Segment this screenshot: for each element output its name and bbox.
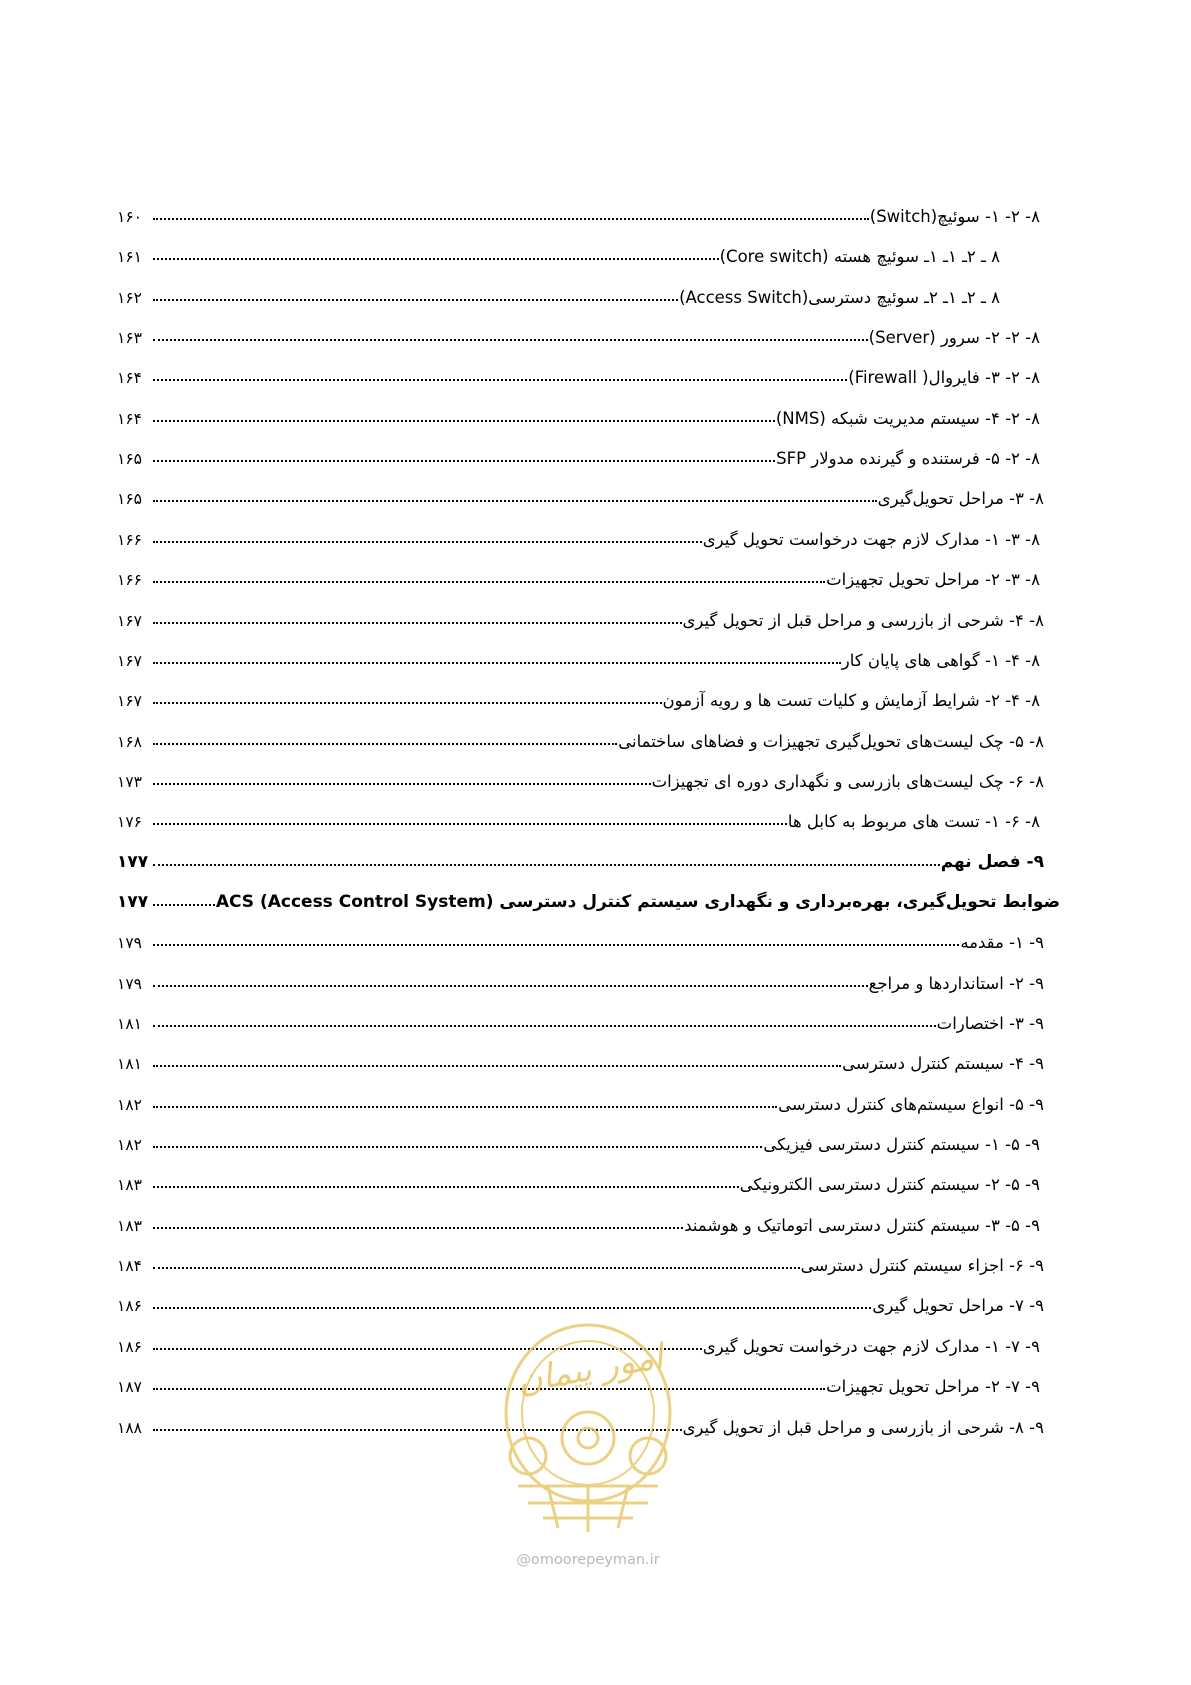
toc-entry [117, 882, 1060, 912]
toc-entry-title: ۹- ۴- سیستم کنترل دسترسی [842, 1054, 1044, 1073]
toc-entry [117, 196, 1040, 226]
toc-entry [117, 478, 1044, 508]
toc-page-number: ۱۶۶ [117, 531, 142, 549]
toc-dot-leader [153, 460, 775, 462]
toc-entry-title: ۹- فصل نهم [940, 852, 1044, 872]
toc-entry [117, 1205, 1040, 1235]
toc-entry-title: ۹- ۱- مقدمه [960, 933, 1044, 952]
toc-entry-title: ۹- ۵- ۱- سیستم کنترل دسترسی فیزیکی [763, 1135, 1040, 1154]
toc-page-number: ۱۸۶ [117, 1338, 142, 1356]
toc-entry [117, 1084, 1044, 1114]
toc-page-number: ۱۷۳ [117, 773, 142, 791]
toc-entry-title: ۸ ـ ۲ـ ۱ـ ۱ـ سوئیچ هسته (Core switch) [719, 247, 1000, 266]
toc-dot-leader [153, 702, 662, 704]
toc-entry [117, 842, 1044, 872]
toc-page-number: ۱۶۲ [117, 289, 142, 307]
toc-dot-leader [153, 743, 617, 745]
toc-entry-title: ضوابط تحویل‌گیری، بهره‌برداری و نگهداری سیستم کنترل دسترسی ACS (Access Control System) [215, 892, 1060, 912]
toc-page-number: ۱۶۵ [117, 450, 142, 468]
toc-entry [117, 1043, 1044, 1073]
toc-entry-title: ۹- ۵- انواع سیستم‌های کنترل دسترسی [778, 1095, 1044, 1114]
toc-page-number: ۱۸۸ [117, 1419, 142, 1437]
toc-entry-title: ۸- ۵- چک لیست‌های تحویل‌گیری تجهیزات و فضاهای ساختمانی [618, 732, 1044, 751]
toc-entry [117, 277, 1000, 307]
toc-page-number: ۱۷۹ [117, 975, 142, 993]
toc-entry [117, 963, 1044, 993]
toc-page-number: ۱۶۸ [117, 733, 142, 751]
toc-entry [117, 801, 1040, 831]
toc-entry-title: ۹- ۷- مراحل تحویل گیری [872, 1296, 1044, 1315]
omoorepeyman-stamp-watermark [488, 1318, 688, 1578]
toc-entry-title: ۸ ـ ۲ـ ۱ـ ۲ـ سوئیچ دسترسی(Access Switch) [679, 288, 1000, 307]
toc-page-number: ۱۸۳ [117, 1176, 142, 1194]
toc-page-number: ۱۶۶ [117, 571, 142, 589]
toc-page-number: ۱۶۱ [117, 248, 142, 266]
toc-page-number: ۱۸۴ [117, 1257, 142, 1275]
toc-entry [117, 519, 1040, 549]
toc-dot-leader [153, 581, 825, 583]
toc-dot-leader [153, 662, 841, 664]
toc-dot-leader [153, 339, 868, 341]
toc-entry-title: ۸- ۲- ۵- فرستنده و گیرنده مدولار SFP [776, 449, 1040, 468]
toc-page-number: ۱۷۹ [117, 934, 142, 952]
toc-entry [117, 357, 1040, 387]
toc-dot-leader [153, 622, 682, 624]
toc-entry [117, 438, 1040, 468]
toc-entry-title: ۸- ۶- ۱- تست های مربوط به کابل ها [787, 812, 1040, 831]
toc-dot-leader [153, 823, 787, 825]
toc-entry [117, 398, 1040, 428]
toc-entry [117, 317, 1040, 347]
toc-entry [117, 721, 1044, 751]
toc-dot-leader [153, 1307, 871, 1309]
toc-dot-leader [153, 944, 959, 946]
toc-entry-title: ۸- ۲- ۴- سیستم مدیریت شبکه (NMS) [775, 409, 1040, 428]
toc-page-number: ۱۶۴ [117, 369, 142, 387]
toc-page-number: ۱۶۰ [117, 208, 142, 226]
toc-entry-title: ۸- ۳- مراحل تحویل‌گیری [877, 489, 1044, 508]
toc-dot-leader [153, 1227, 683, 1229]
toc-entry-title: ۸- ۶- چک لیست‌های بازرسی و نگهداری دوره ای تجهیزات [651, 772, 1044, 791]
toc-dot-leader [153, 1146, 762, 1148]
toc-entry [117, 1285, 1044, 1315]
toc-entry [117, 1003, 1044, 1033]
stamp-text: امور پیمان [514, 1336, 667, 1402]
toc-dot-leader [153, 218, 869, 220]
toc-entry-title: ۹- ۲- استانداردها و مراجع [868, 974, 1044, 993]
toc-entry [117, 1124, 1040, 1154]
toc-entry-title: ۸- ۳- ۲- مراحل تحویل تجهیزات [826, 570, 1040, 589]
toc-page-number: ۱۸۷ [117, 1378, 142, 1396]
toc-entry-title: ۹- ۸- شرحی از بازرسی و مراحل قبل از تحویل گیری [682, 1418, 1044, 1437]
toc-dot-leader [153, 258, 719, 260]
toc-page-number: ۱۷۷ [117, 852, 149, 872]
toc-entry-title: ۹- ۷- ۱- مدارک لازم جهت درخواست تحویل گیری [702, 1337, 1040, 1356]
toc-dot-leader [153, 379, 847, 381]
toc-entry-title: ۸- ۴- ۱- گواهی های پایان کار [841, 651, 1040, 670]
toc-entry-title: ۸- ۲- ۳- فایروال( Firewall) [848, 368, 1040, 387]
toc-page-number: ۱۶۵ [117, 490, 142, 508]
toc-entry [117, 761, 1044, 791]
toc-dot-leader [153, 1106, 777, 1108]
toc-page-number: ۱۶۳ [117, 329, 142, 347]
toc-entry-title: ۹- ۶- اجزاء سیستم کنترل دسترسی [800, 1256, 1044, 1275]
toc-dot-leader [153, 1065, 841, 1067]
toc-dot-leader [153, 500, 877, 502]
toc-entry-title: ۸- ۲- ۲- سرور (Server) [868, 328, 1040, 347]
toc-entry-title: ۹- ۵- ۲- سیستم کنترل دسترسی الکترونیکی [739, 1175, 1040, 1194]
toc-entry-title: ۹- ۵- ۳- سیستم کنترل دسترسی اتوماتیک و هوشمند [684, 1216, 1040, 1235]
toc-entry [117, 559, 1040, 589]
toc-dot-leader [153, 985, 868, 987]
toc-entry [117, 680, 1040, 710]
toc-entry-title: ۸- ۴- ۲- شرایط آزمایش و کلیات تست ها و رویه آزمون [662, 691, 1040, 710]
toc-page-number: ۱۸۲ [117, 1096, 142, 1114]
toc-page-number: ۱۸۲ [117, 1136, 142, 1154]
toc-dot-leader [153, 299, 678, 301]
toc-page-number: ۱۸۶ [117, 1297, 142, 1315]
toc-entry [117, 1164, 1040, 1194]
toc-page-number: ۱۶۷ [117, 652, 142, 670]
toc-page-number: ۱۸۱ [117, 1055, 142, 1073]
toc-entry-title: ۸- ۲- ۱- سوئیچ(Switch) [869, 207, 1040, 226]
toc-entry-title: ۹- ۷- ۲- مراحل تحویل تجهیزات [826, 1377, 1040, 1396]
toc-entry [117, 236, 1000, 266]
toc-dot-leader [153, 904, 215, 906]
toc-entry [117, 640, 1040, 670]
toc-dot-leader [153, 1186, 739, 1188]
toc-entry-title: ۹- ۳- اختصارات [936, 1014, 1044, 1033]
toc-page-number: ۱۸۱ [117, 1015, 142, 1033]
toc-page-number: ۱۸۳ [117, 1217, 142, 1235]
toc-dot-leader [153, 783, 651, 785]
toc-entry-title: ۸- ۳- ۱- مدارک لازم جهت درخواست تحویل گیری [702, 530, 1040, 549]
watermark-website: @omoorepeyman.ir [516, 1552, 660, 1568]
toc-page-number: ۱۶۷ [117, 612, 142, 630]
toc-entry [117, 1245, 1044, 1275]
toc-dot-leader [153, 1267, 800, 1269]
toc-page-number: ۱۶۴ [117, 410, 142, 428]
toc-entry [117, 922, 1044, 952]
toc-page-number: ۱۷۶ [117, 813, 142, 831]
toc-dot-leader [153, 1025, 936, 1027]
toc-page-number: ۱۶۷ [117, 692, 142, 710]
toc-dot-leader [153, 420, 775, 422]
toc-entry [117, 600, 1044, 630]
toc-page-number: ۱۷۷ [117, 892, 149, 912]
toc-dot-leader [153, 864, 940, 866]
toc-dot-leader [153, 541, 702, 543]
toc-entry-title: ۸- ۴- شرحی از بازرسی و مراحل قبل از تحویل گیری [682, 611, 1044, 630]
